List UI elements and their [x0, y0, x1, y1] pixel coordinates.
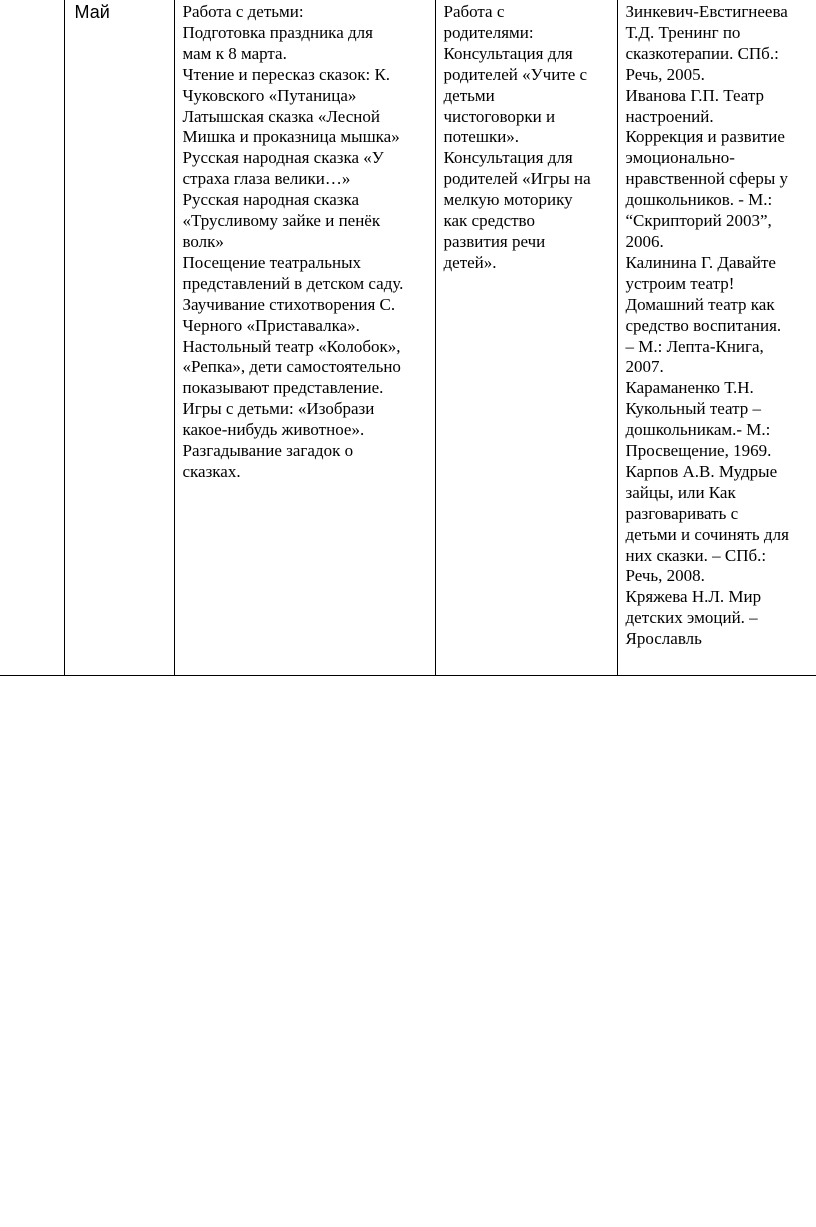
- literature-cell: [617, 0, 816, 675]
- cell-text-line: разговаривать с: [625, 503, 739, 523]
- cell-text-line: Ярославль: [625, 629, 702, 649]
- cell-text-line: родителей «Учите с: [443, 64, 588, 84]
- cell-text-line: Настольный театр «Колобок»,: [182, 336, 401, 356]
- month-label: Май: [74, 2, 110, 22]
- cell-text-line: Речь, 2005.: [625, 64, 705, 84]
- cell-text-line: детских эмоций. –: [625, 608, 758, 628]
- cell-text-line: Кукольный театр –: [625, 399, 762, 419]
- cell-text-line: «Трусливому зайке и пенёк: [182, 211, 381, 231]
- cell-text-line: Работа с детьми:: [182, 2, 304, 21]
- cell-text-line: какое-нибудь животное».: [182, 420, 365, 440]
- cell-text-line: Чтение и пересказ сказок: К.: [182, 64, 391, 84]
- cell-text-line: 2006.: [625, 231, 664, 251]
- cell-text-line: Коррекция и развитие: [625, 127, 785, 147]
- parents-work-cell: [435, 0, 617, 675]
- cell-text-line: родителями:: [443, 22, 534, 42]
- month-cell: [64, 0, 174, 675]
- cell-text-line: устроим театр!: [625, 273, 735, 293]
- cell-text-line: Мишка и проказница мышка»: [182, 127, 400, 147]
- cell-text-line: зайцы, или Как: [625, 482, 736, 502]
- cell-text-line: мелкую моторику: [443, 190, 573, 210]
- cell-text-line: Просвещение, 1969.: [625, 441, 772, 461]
- cell-text-line: детьми: [443, 85, 495, 105]
- cell-text-line: Домашний театр как: [625, 294, 775, 314]
- cell-text-line: Речь, 2008.: [625, 566, 705, 586]
- number-cell: [0, 0, 64, 675]
- cell-text-line: средство воспитания.: [625, 315, 782, 335]
- cell-text-line: Русская народная сказка «У: [182, 148, 384, 168]
- cell-text-line: дошкольников. - М.:: [625, 190, 773, 210]
- cell-text-line: волк»: [182, 231, 224, 251]
- cell-text-line: 2007.: [625, 357, 664, 377]
- children-work-cell: [174, 0, 435, 675]
- cell-text-line: них сказки. – СПб.:: [625, 545, 767, 565]
- cell-text-line: детьми и сочинять для: [625, 524, 789, 544]
- cell-text-line: развития речи: [443, 231, 546, 251]
- cell-text-line: родителей «Игры на: [443, 169, 591, 189]
- cell-text-line: Консультация для: [443, 148, 573, 168]
- cell-text-line: как средство: [443, 211, 535, 231]
- cell-text-line: дошкольникам.- М.:: [625, 420, 771, 440]
- cell-text-line: Заучивание стихотворения С.: [182, 294, 396, 314]
- cell-text-line: сказкотерапии. СПб.:: [625, 43, 779, 63]
- cell-text-line: – М.: Лепта-Книга,: [625, 336, 764, 356]
- cell-text-line: чистоговорки и: [443, 106, 556, 126]
- cell-text-line: Т.Д. Тренинг по: [625, 22, 741, 42]
- cell-text-line: Работа с: [443, 2, 505, 21]
- cell-text-line: Калинина Г. Давайте: [625, 252, 776, 272]
- cell-text-line: Посещение театральных: [182, 252, 361, 272]
- cell-text-line: представлений в детском саду.: [182, 273, 404, 293]
- cell-text-line: Карпов А.В. Мудрые: [625, 461, 778, 481]
- cell-text-line: показывают представление.: [182, 378, 384, 398]
- cell-text-line: потешки».: [443, 127, 520, 147]
- cell-text-line: Латышская сказка «Лесной: [182, 106, 380, 126]
- cell-text-line: Консультация для: [443, 43, 573, 63]
- cell-text-line: Зинкевич-Евстигнеева: [625, 2, 788, 21]
- cell-text-line: Игры с детьми: «Изобрази: [182, 399, 375, 419]
- cell-text-line: мам к 8 марта.: [182, 43, 287, 63]
- cell-text-line: Иванова Г.П. Театр: [625, 85, 764, 105]
- cell-text-line: сказках.: [182, 461, 241, 481]
- cell-text-line: «Репка», дети самостоятельно: [182, 357, 401, 377]
- cell-text-line: Караманенко Т.Н.: [625, 378, 754, 398]
- cell-text-line: Чуковского «Путаница»: [182, 85, 357, 105]
- cell-text-line: Подготовка праздника для: [182, 22, 373, 42]
- cell-text-line: нравственной сферы у: [625, 169, 789, 189]
- cell-text-line: Черного «Приставалка».: [182, 315, 360, 335]
- cell-text-line: Кряжева Н.Л. Мир: [625, 587, 762, 607]
- cell-text-line: эмоционально-: [625, 148, 735, 168]
- cell-text-line: Разгадывание загадок о: [182, 441, 354, 461]
- cell-text-line: “Скрипторий 2003”,: [625, 211, 772, 231]
- cell-text-line: детей».: [443, 252, 497, 272]
- cell-text-line: Русская народная сказка: [182, 190, 360, 210]
- cell-text-line: страха глаза велики…»: [182, 169, 351, 189]
- cell-text-line: настроений.: [625, 106, 714, 126]
